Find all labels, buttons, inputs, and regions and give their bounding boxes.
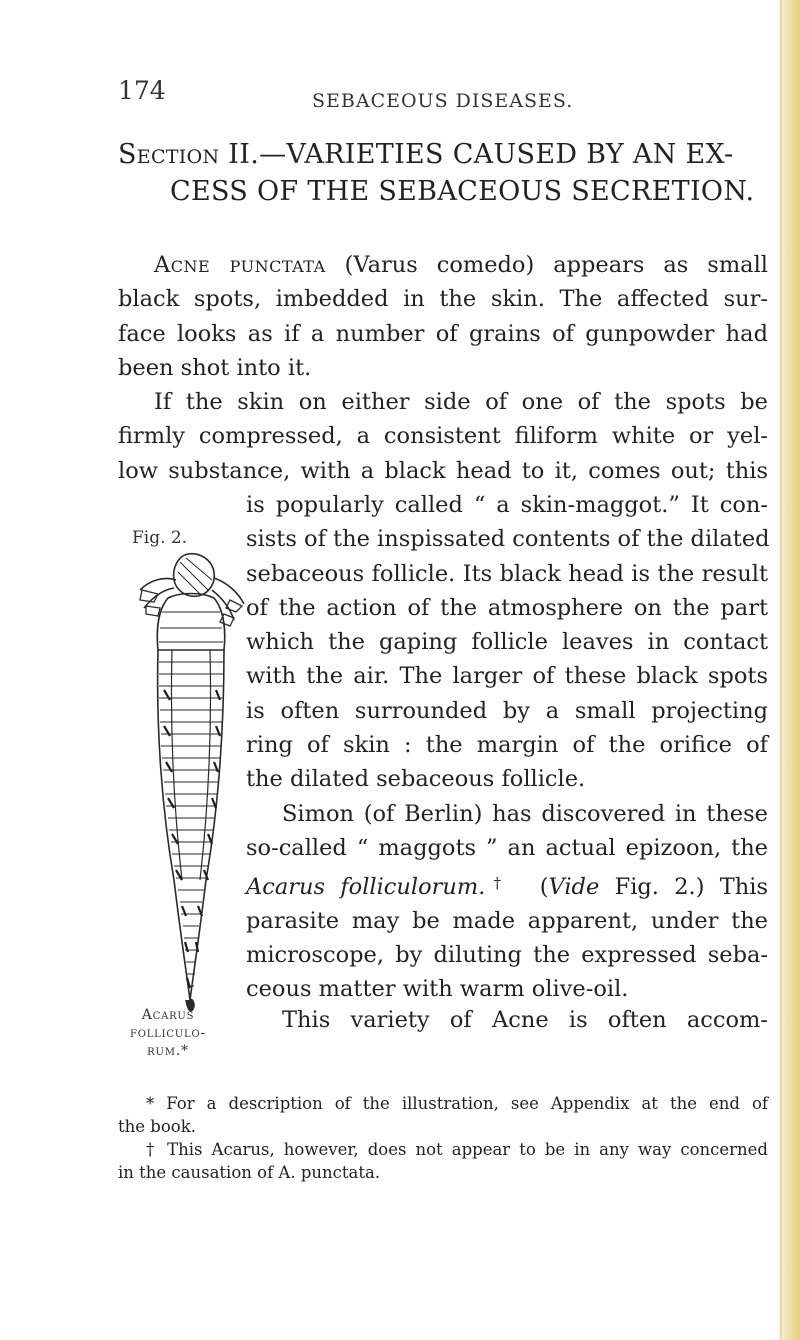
text-span: ( bbox=[539, 873, 549, 900]
text-line: sists of the inspissated contents of the dilated bbox=[246, 526, 770, 553]
caption-line: rum.* bbox=[147, 1043, 189, 1059]
running-head: SEBACEOUS DISEASES. bbox=[312, 90, 574, 112]
vide-word: Vide bbox=[548, 873, 600, 900]
heading-line1: II.—VARIETIES CAUSED BY AN EX- bbox=[228, 139, 734, 170]
text-line: * For a description of the illustration, see Appendix at the end of bbox=[146, 1094, 768, 1113]
footnote-mark: † bbox=[485, 873, 510, 892]
text-line: is often surrounded by a small projecting bbox=[246, 697, 768, 724]
footnote-1 bbox=[118, 1092, 768, 1138]
text-line: parasite may be made apparent, under the bbox=[246, 907, 768, 934]
paragraph-skin-maggot-wrapped bbox=[246, 488, 768, 797]
term-acne-punctata: Acne punctata bbox=[154, 252, 326, 278]
text-line: of the action of the atmosphere on the part bbox=[246, 594, 768, 621]
text-line: the dilated sebaceous follicle. bbox=[246, 766, 586, 793]
text-line: is popularly called “ a skin-maggot.” It con- bbox=[246, 492, 768, 518]
paragraph-skin-maggot bbox=[118, 385, 768, 488]
text-line: in the causation of A. punctata. bbox=[118, 1163, 381, 1182]
footnotes bbox=[118, 1092, 768, 1184]
paragraph-acne-punctata bbox=[118, 248, 768, 385]
text-line: the book. bbox=[118, 1117, 196, 1136]
text-line: Simon (of Berlin) has discovered in these bbox=[282, 801, 768, 827]
footnote-2 bbox=[118, 1138, 768, 1184]
text-line: face looks as if a number of grains of gunpowder had bbox=[118, 320, 768, 347]
caption-line: folliculo- bbox=[129, 1025, 207, 1041]
heading-line2: CESS OF THE SEBACEOUS SECRETION. bbox=[170, 176, 755, 207]
caption-line: Acarus bbox=[141, 1007, 195, 1023]
figure-label: Fig. 2. bbox=[132, 528, 188, 548]
text-line: This variety of Acne is often accom- bbox=[282, 1007, 768, 1033]
text-line: If the skin on either side of one of the spots be bbox=[154, 389, 768, 415]
text-line: which the gaping follicle leaves in contact bbox=[246, 629, 768, 656]
page-edge bbox=[776, 0, 800, 1340]
text-line: firmly compressed, a consistent filiform white or yel- bbox=[118, 423, 768, 450]
text-line bbox=[246, 866, 768, 904]
section-heading bbox=[118, 136, 768, 210]
text-line: ring of skin : the margin of the orifice of bbox=[246, 732, 768, 759]
text-line bbox=[118, 248, 768, 282]
text-line: low substance, with a black head to it, comes out; this bbox=[118, 457, 768, 484]
text-span: (Varus comedo) appears as small bbox=[344, 252, 768, 278]
paragraph-variety bbox=[246, 1003, 768, 1037]
text-line: so-called “ maggots ” an actual epizoon, the bbox=[246, 835, 768, 862]
text-span: Fig. 2.) This bbox=[614, 873, 768, 900]
text-line: ceous matter with warm olive-oil. bbox=[246, 976, 629, 1003]
text-line: microscope, by diluting the expressed seba- bbox=[246, 942, 768, 969]
text-line: black spots, imbedded in the skin. The affected sur- bbox=[118, 286, 768, 313]
acarus-illustration bbox=[128, 550, 252, 1020]
section-label: Section bbox=[118, 139, 220, 170]
figure-caption bbox=[122, 1006, 214, 1060]
term-acarus-folliculorum: Acarus folliculorum. bbox=[246, 873, 486, 900]
text-line: sebaceous follicle. Its black head is the result bbox=[246, 560, 768, 587]
text-line: been shot into it. bbox=[118, 354, 312, 381]
paragraph-simon bbox=[246, 797, 768, 1007]
text-line: † This Acarus, however, does not appear to be in any way concerned bbox=[146, 1140, 768, 1159]
page-number: 174 bbox=[118, 76, 166, 105]
text-line: with the air. The larger of these black spots bbox=[246, 663, 768, 690]
